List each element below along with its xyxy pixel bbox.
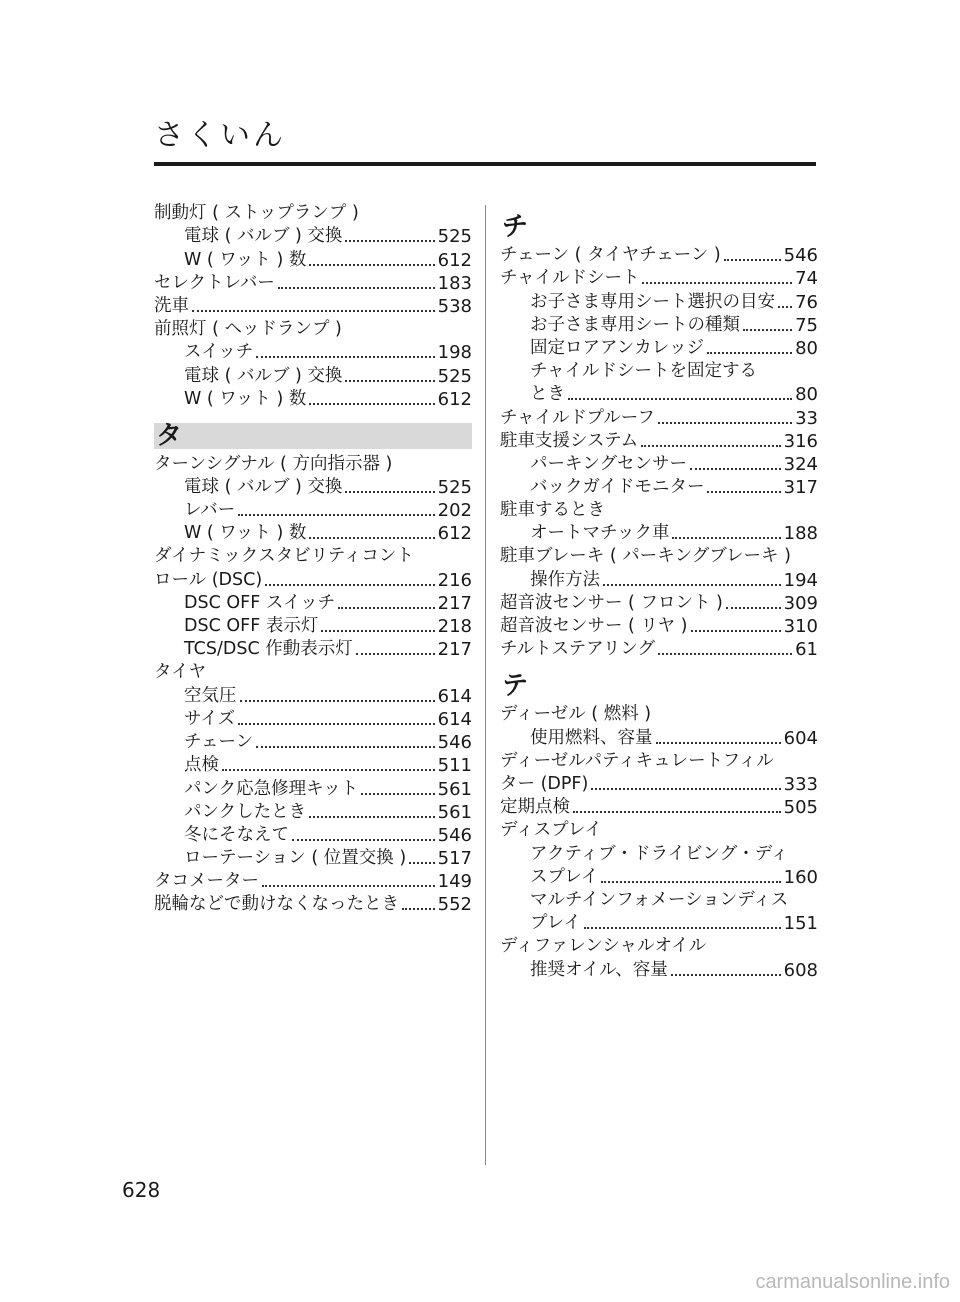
index-subentry	[500, 569, 818, 592]
entry-label: チェーン ( タイヤチェーン )	[500, 245, 721, 266]
entry-label: 駐車するとき	[500, 500, 605, 521]
entry-label: W ( ワット ) 数	[184, 523, 307, 544]
index-entry	[500, 773, 818, 796]
dot-leader	[707, 491, 780, 493]
dot-leader	[292, 839, 435, 841]
dot-leader	[240, 700, 435, 702]
index-entry	[500, 430, 818, 453]
dot-leader	[671, 974, 781, 976]
dot-leader	[309, 537, 434, 539]
entry-page-number: 511	[437, 755, 472, 777]
entry-page-number: 217	[437, 639, 472, 661]
entry-label: 定期点検	[500, 797, 570, 818]
entry-page-number: 80	[795, 384, 818, 406]
index-subentry	[500, 522, 818, 545]
index-subentry	[500, 453, 818, 476]
dot-leader	[672, 537, 780, 539]
entry-label: チャイルドシート	[500, 268, 640, 289]
index-entry	[500, 499, 818, 522]
dot-leader	[238, 514, 434, 516]
index-subentry	[154, 592, 472, 615]
dot-leader	[309, 403, 434, 405]
index-subentry	[154, 824, 472, 847]
entry-page-number: 309	[783, 593, 818, 614]
index-entry	[154, 318, 472, 341]
dot-leader	[724, 259, 781, 261]
entry-label: 脱輪などで動けなくなったとき	[154, 894, 399, 915]
dot-leader	[356, 653, 435, 655]
entry-label: スイッチ	[184, 342, 254, 363]
dot-leader	[222, 769, 435, 771]
watermark: carmanualsonline.info	[755, 1271, 950, 1293]
index-entry	[500, 703, 818, 726]
index-subentry	[154, 638, 472, 661]
entry-label: パーキングセンサー	[530, 453, 687, 474]
entry-label: TCS/DSC 作動表示灯	[184, 639, 353, 660]
entry-page-number: 61	[795, 639, 818, 661]
entry-label: 超音波センサー ( リヤ )	[500, 616, 688, 637]
entry-label: 操作方法	[530, 569, 600, 590]
index-subentry	[500, 727, 818, 750]
entry-page-number: 546	[437, 824, 472, 846]
entry-page-number: 202	[437, 500, 472, 522]
entry-page-number: 525	[437, 226, 472, 248]
entry-page-number: 552	[437, 894, 472, 916]
index-subentry	[500, 337, 818, 360]
entry-page-number: 333	[783, 774, 818, 796]
index-subentry	[154, 248, 472, 271]
entry-label: お子さま専用シートの種類	[530, 314, 740, 335]
entry-label: タコメーター	[154, 871, 259, 892]
entry-label: ダイナミックスタビリティコント	[154, 546, 414, 567]
entry-label: 固定ロアアンカレッジ	[530, 337, 705, 358]
index-entry	[500, 750, 818, 773]
entry-label: 洗車	[154, 295, 189, 316]
index-subentry	[154, 476, 472, 499]
index-entry	[500, 615, 818, 638]
entry-page-number: 612	[437, 249, 472, 271]
entry-label: スプレイ	[530, 866, 599, 887]
index-entry	[500, 935, 818, 958]
section-heading: チ	[502, 212, 529, 242]
index-subentry	[154, 341, 472, 364]
index-entry	[154, 893, 472, 916]
entry-label: ディーゼル ( 燃料 )	[500, 704, 652, 725]
entry-label: チャイルドシートを固定する	[530, 360, 757, 381]
index-subentry	[154, 522, 472, 545]
entry-label: セレクトレバー	[154, 272, 275, 293]
entry-label: とき	[530, 384, 565, 405]
entry-label: 冬にそなえて	[184, 824, 289, 845]
index-entry	[500, 819, 818, 842]
dot-leader	[658, 653, 792, 655]
page-number: 628	[122, 1178, 161, 1202]
page-title: さくいん	[154, 118, 286, 153]
index-subentry	[500, 290, 818, 313]
dot-leader	[309, 816, 434, 818]
index-column-right	[500, 202, 818, 982]
column-divider	[485, 205, 486, 1165]
dot-leader	[345, 491, 434, 493]
entry-page-number: 75	[795, 314, 818, 336]
index-subentry	[154, 364, 472, 387]
entry-page-number: 604	[783, 727, 818, 749]
entry-page-number: 614	[437, 685, 472, 707]
index-subentry	[154, 499, 472, 522]
dot-leader	[278, 287, 435, 289]
dot-leader	[691, 630, 781, 632]
entry-page-number: 608	[783, 959, 818, 981]
dot-leader	[338, 607, 435, 609]
dot-leader	[642, 282, 792, 284]
index-subentry	[500, 360, 818, 383]
dot-leader	[707, 352, 792, 354]
dot-leader	[402, 908, 435, 910]
entry-page-number: 33	[795, 407, 818, 429]
entry-page-number: 317	[783, 477, 818, 499]
index-entry	[154, 453, 472, 476]
entry-page-number: 76	[795, 291, 818, 313]
dot-leader	[345, 240, 434, 242]
entry-label: チャイルドプルーフ	[500, 407, 655, 428]
index-subentry	[154, 777, 472, 800]
entry-label: ローテーション ( 位置交換 )	[184, 848, 407, 869]
entry-page-number: 194	[783, 569, 818, 591]
entry-label: 前照灯 ( ヘッドランプ )	[154, 318, 342, 339]
entry-label: 電球 ( バルブ ) 交換	[184, 226, 343, 247]
entry-page-number: 316	[783, 430, 818, 452]
dot-leader	[321, 630, 434, 632]
dot-leader	[658, 422, 792, 424]
entry-label: ディスプレイ	[500, 820, 603, 841]
index-entry	[500, 545, 818, 568]
index-entry	[154, 870, 472, 893]
section-heading: タ	[154, 423, 472, 449]
dot-leader	[361, 793, 434, 795]
entry-page-number: 198	[437, 342, 472, 364]
index-subentry	[500, 866, 818, 889]
entry-label: プレイ	[530, 913, 581, 934]
entry-page-number: 561	[437, 801, 472, 823]
entry-label: パンク応急修理キット	[184, 778, 359, 799]
entry-page-number: 546	[783, 245, 818, 267]
index-subentry	[154, 225, 472, 248]
dot-leader	[568, 398, 792, 400]
entry-page-number: 561	[437, 778, 472, 800]
index-subentry	[500, 476, 818, 499]
index-entry	[154, 295, 472, 318]
entry-label: ディファレンシャルオイル	[500, 936, 707, 957]
index-subentry	[500, 314, 818, 337]
entry-page-number: 216	[437, 569, 472, 591]
entry-label: 制動灯 ( ストップランプ )	[154, 203, 359, 223]
index-entry	[500, 406, 818, 429]
entry-page-number: 151	[783, 913, 818, 935]
entry-page-number: 517	[437, 848, 472, 870]
dot-leader	[778, 306, 792, 308]
index-subentry	[154, 754, 472, 777]
index-subentry	[154, 388, 472, 411]
entry-label: W ( ワット ) 数	[184, 249, 307, 270]
dot-leader	[591, 788, 780, 790]
index-entry	[154, 545, 472, 568]
entry-label: バックガイドモニター	[530, 477, 705, 498]
dot-leader	[265, 584, 434, 586]
entry-label: ディーゼルパティキュレートフィル	[500, 750, 774, 771]
dot-leader	[409, 862, 434, 864]
entry-page-number: 80	[795, 337, 818, 359]
dot-leader	[309, 264, 434, 266]
index-column-left	[154, 202, 472, 916]
entry-page-number: 217	[437, 593, 472, 614]
entry-page-number: 310	[783, 616, 818, 638]
entry-page-number: 525	[437, 365, 472, 387]
entry-label: 電球 ( バルブ ) 交換	[184, 365, 343, 386]
entry-page-number: 160	[783, 866, 818, 888]
entry-label: 駐車支援システム	[500, 430, 639, 451]
entry-page-number: 218	[437, 616, 472, 638]
entry-page-number: 612	[437, 523, 472, 545]
index-entry	[500, 267, 818, 290]
entry-label: 空気圧	[184, 685, 237, 706]
entry-label: 超音波センサー ( フロント )	[500, 593, 723, 613]
dot-leader	[743, 329, 792, 331]
dot-leader	[192, 310, 435, 312]
index-subentry	[154, 801, 472, 824]
index-entry	[154, 569, 472, 592]
dot-leader	[573, 811, 781, 813]
index-subentry	[154, 731, 472, 754]
entry-label: ターンシグナル ( 方向指示器 )	[154, 453, 393, 474]
entry-page-number: 74	[795, 268, 818, 290]
entry-page-number: 546	[437, 732, 472, 754]
index-subentry	[500, 843, 818, 866]
entry-label: お子さま専用シート選択の目安	[530, 291, 775, 312]
entry-label: マルチインフォメーションディス	[530, 889, 789, 910]
dot-leader	[345, 380, 434, 382]
dot-leader	[584, 927, 781, 929]
entry-label: 電球 ( バルブ ) 交換	[184, 477, 343, 498]
index-entry	[500, 244, 818, 267]
index-subentry	[154, 685, 472, 708]
entry-label: チェーン	[184, 732, 254, 753]
index-subentry	[500, 958, 818, 981]
section-heading: テ	[502, 671, 529, 702]
index-subentry	[154, 708, 472, 731]
entry-label: オートマチック車	[530, 523, 670, 544]
index-entry	[154, 202, 472, 225]
entry-label: レバー	[184, 500, 236, 521]
entry-label: 点検	[184, 755, 219, 776]
dot-leader	[601, 881, 780, 883]
index-entry	[154, 272, 472, 295]
dot-leader	[262, 885, 435, 887]
index-subentry	[154, 615, 472, 638]
entry-label: DSC OFF 表示灯	[184, 616, 319, 637]
entry-label: 駐車ブレーキ ( パーキングブレーキ )	[500, 546, 791, 567]
dot-leader	[603, 584, 781, 586]
entry-page-number: 188	[783, 523, 818, 545]
entry-page-number: 614	[437, 708, 472, 730]
index-subentry	[500, 889, 818, 912]
entry-page-number: 324	[783, 453, 818, 475]
dot-leader	[726, 607, 781, 609]
index-subentry	[500, 383, 818, 406]
entry-label: アクティブ・ドライビング・ディ	[530, 843, 789, 864]
index-subentry	[500, 912, 818, 935]
entry-page-number: 505	[783, 797, 818, 819]
title-rule	[154, 162, 816, 166]
dot-leader	[641, 445, 780, 447]
dot-leader	[690, 468, 781, 470]
entry-label: ター (DPF)	[500, 774, 589, 795]
entry-page-number: 183	[437, 272, 472, 294]
entry-page-number: 538	[437, 295, 472, 317]
entry-label: DSC OFF スイッチ	[184, 593, 336, 613]
entry-page-number: 149	[437, 871, 472, 893]
dot-leader	[256, 356, 434, 358]
entry-label: 推奨オイル、容量	[530, 959, 668, 980]
index-entry	[154, 661, 472, 684]
entry-label: タイヤ	[154, 662, 207, 683]
entry-label: W ( ワット ) 数	[184, 388, 307, 409]
entry-page-number: 525	[437, 477, 472, 499]
entry-label: チルトステアリング	[500, 639, 656, 660]
entry-label: ロール (DSC)	[154, 569, 263, 590]
index-subentry	[154, 847, 472, 870]
index-entry	[500, 592, 818, 615]
entry-label: パンクしたとき	[184, 801, 307, 822]
entry-label: 使用燃料、容量	[530, 727, 653, 748]
dot-leader	[256, 746, 435, 748]
dot-leader	[656, 742, 781, 744]
entry-page-number: 612	[437, 388, 472, 410]
dot-leader	[238, 723, 435, 725]
entry-label: サイズ	[184, 708, 236, 729]
index-entry	[500, 638, 818, 661]
index-entry	[500, 796, 818, 819]
